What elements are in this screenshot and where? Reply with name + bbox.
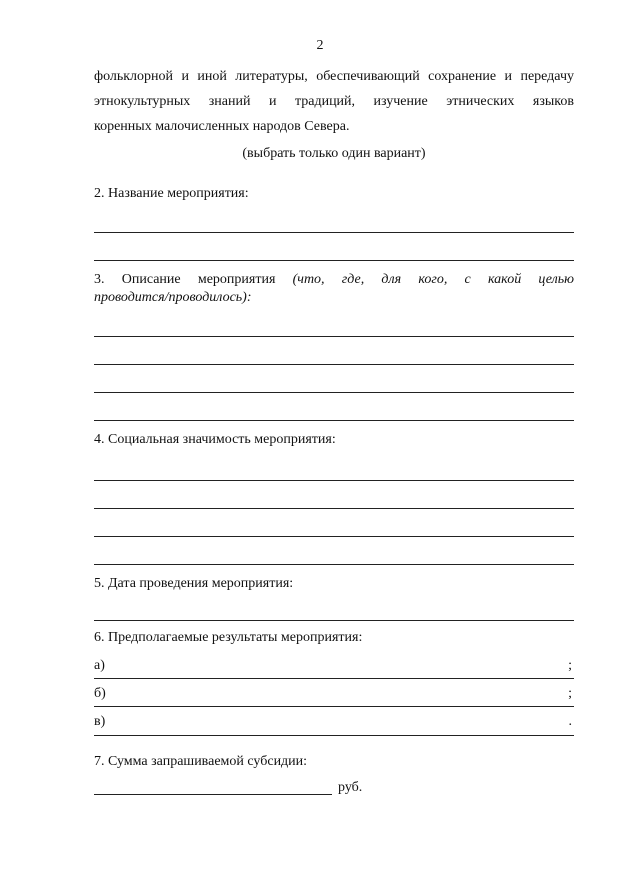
- result-option-a: [94, 658, 574, 678]
- result-option-end: ;: [568, 686, 572, 701]
- section-3-line-2[interactable]: [94, 364, 574, 365]
- choice-note: (выбрать только один вариант): [242, 146, 426, 161]
- intro-line-2: этнокультурных знаний и традиций, изучение этнических языков: [94, 94, 574, 109]
- result-option-end: ;: [568, 658, 572, 673]
- section-7-heading: 7. Сумма запрашиваемой субсидии:: [94, 754, 308, 769]
- result-option-end: .: [568, 714, 572, 729]
- intro-line-1: фольклорной и иной литературы, обеспечивающий сохранение и передачу: [94, 69, 574, 84]
- result-option-label: в): [94, 714, 106, 729]
- amount-line[interactable]: [94, 794, 332, 795]
- amount-unit: руб.: [338, 780, 363, 795]
- section-6-heading: 6. Предполагаемые результаты мероприятия:: [94, 630, 363, 645]
- result-b-line[interactable]: [94, 706, 574, 707]
- section-4-line-3[interactable]: [94, 536, 574, 537]
- section-2-line-2[interactable]: [94, 260, 574, 261]
- section-3-heading-line-1: [94, 272, 574, 288]
- section-3-hint: (что, где, для кого, с какой целью: [292, 272, 574, 287]
- section-4-line-1[interactable]: [94, 480, 574, 481]
- result-c-line[interactable]: [94, 735, 574, 736]
- section-4-line-2[interactable]: [94, 508, 574, 509]
- intro-line-3: коренных малочисленных народов Севера.: [94, 119, 350, 134]
- result-option-label: а): [94, 658, 105, 673]
- result-option-c: [94, 714, 574, 734]
- section-3-line-4[interactable]: [94, 420, 574, 421]
- section-5-line[interactable]: [94, 620, 574, 621]
- section-2-heading: 2. Название мероприятия:: [94, 186, 249, 201]
- section-3-heading-line-2: проводится/проводилось):: [94, 290, 252, 305]
- section-3-line-1[interactable]: [94, 336, 574, 337]
- section-3-line-3[interactable]: [94, 392, 574, 393]
- result-a-line[interactable]: [94, 678, 574, 679]
- section-4-heading: 4. Социальная значимость мероприятия:: [94, 432, 336, 447]
- result-option-label: б): [94, 686, 106, 701]
- section-3-title: 3. Описание мероприятия: [94, 272, 293, 287]
- intro-paragraph: [94, 64, 574, 139]
- section-4-line-4[interactable]: [94, 564, 574, 565]
- result-option-b: [94, 686, 574, 706]
- page-number: 2: [316, 38, 324, 53]
- section-5-heading: 5. Дата проведения мероприятия:: [94, 576, 294, 591]
- section-2-line-1[interactable]: [94, 232, 574, 233]
